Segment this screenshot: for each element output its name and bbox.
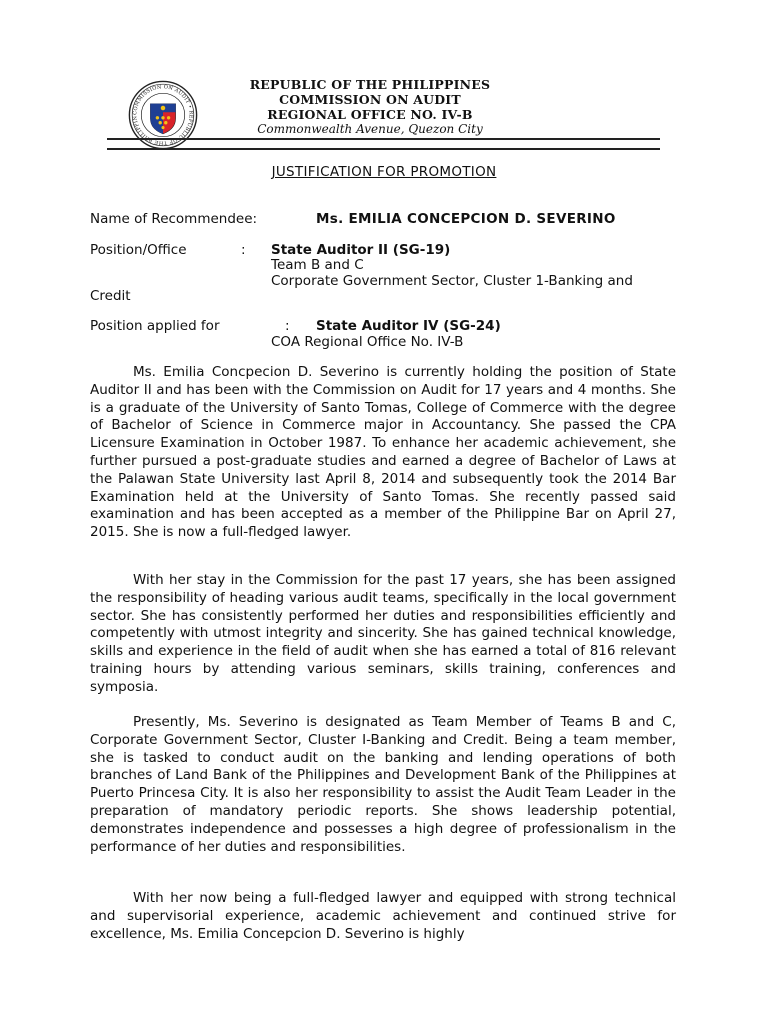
recommendee-label: Name of Recommendee:: [90, 211, 258, 227]
position-value: State Auditor II (SG-19): [271, 242, 451, 258]
letterhead-commission: COMMISSION ON AUDIT: [279, 92, 461, 107]
position-team: Team B and C: [271, 257, 364, 273]
letterhead-address: Commonwealth Avenue, Quezon City: [257, 122, 483, 136]
letterhead-regional-office: REGIONAL OFFICE NO. IV-B: [267, 107, 473, 122]
body-paragraph: Ms. Emilia Concpecion D. Severino is currently holding the position of State Auditor II and has been with the Commission on Audit for 17 years and 4 months. She is a graduate of the University of Santo Tomas, College of Commerce with the degree of Bachelor of Science in Commerce major in Accountancy. She passed the CPA Licensure Examination in October 1987. To enhance her academic achievement, she further pursued a post-graduate studies and earned a degree of Bachelor of Laws at the Palawan State University last April 8, 2014 and subsequently took the 2014 Bar Examination held at the University of Santo Tomas. She recently passed said examination and has been accepted as a member of the Philippine Bar on April 27, 2015. She is now a full-fledged lawyer.: [90, 364, 676, 541]
document-title: JUSTIFICATION FOR PROMOTION: [271, 164, 497, 180]
applied-colon: :: [285, 318, 290, 334]
letterhead-double-rule: [107, 138, 660, 150]
position-label: Position/Office: [90, 242, 187, 258]
body-paragraph: With her stay in the Commission for the past 17 years, she has been assigned the responsibility of heading various audit teams, specifically in the local government sector. She has consistently performed her duties and responsibilities efficiently and competently with utmost integrity and sincerity. She has gained technical knowledge, skills and experience in the field of audit when she has earned a total of 816 relevant training hours by attending various seminars, skills training, conferences and symposia.: [90, 572, 676, 695]
position-colon: :: [241, 242, 246, 258]
position-sector: Corporate Government Sector, Cluster 1-Banking and: [271, 273, 633, 289]
svg-text:COMMISSION ON AUDIT • REPUBLIC: COMMISSION ON AUDIT • REPUBLIC OF THE PHILIPPIN: [132, 84, 194, 146]
applied-label: Position applied for: [90, 318, 220, 334]
letterhead-republic: REPUBLIC OF THE PHILIPPINES: [249, 77, 491, 92]
position-sector-continued: Credit: [90, 288, 131, 304]
body-paragraph: Presently, Ms. Severino is designated as Team Member of Teams B and C, Corporate Government Sector, Cluster I-Banking and Credit. Being a team member, she is tasked to conduct audit on the banking and lending operations of both branches of Land Bank of the Philippines and Development Bank of the Philippines at Puerto Princesa City. It is also her responsibility to assist the Audit Team Leader in the preparation of mandatory periodic reports. She shows leadership potential, demonstrates independence and possesses a high degree of professionalism in the performance of her duties and responsibilities.: [90, 714, 676, 855]
recommendee-value: Ms. EMILIA CONCEPCION D. SEVERINO: [316, 211, 616, 227]
applied-value: State Auditor IV (SG-24): [316, 318, 501, 334]
body-paragraph: With her now being a full-fledged lawyer and equipped with strong technical and supervisorial experience, academic achievement and continued strive for excellence, Ms. Emilia Concepcion D. Severino is highly: [90, 890, 676, 942]
applied-office: COA Regional Office No. IV-B: [271, 334, 464, 350]
